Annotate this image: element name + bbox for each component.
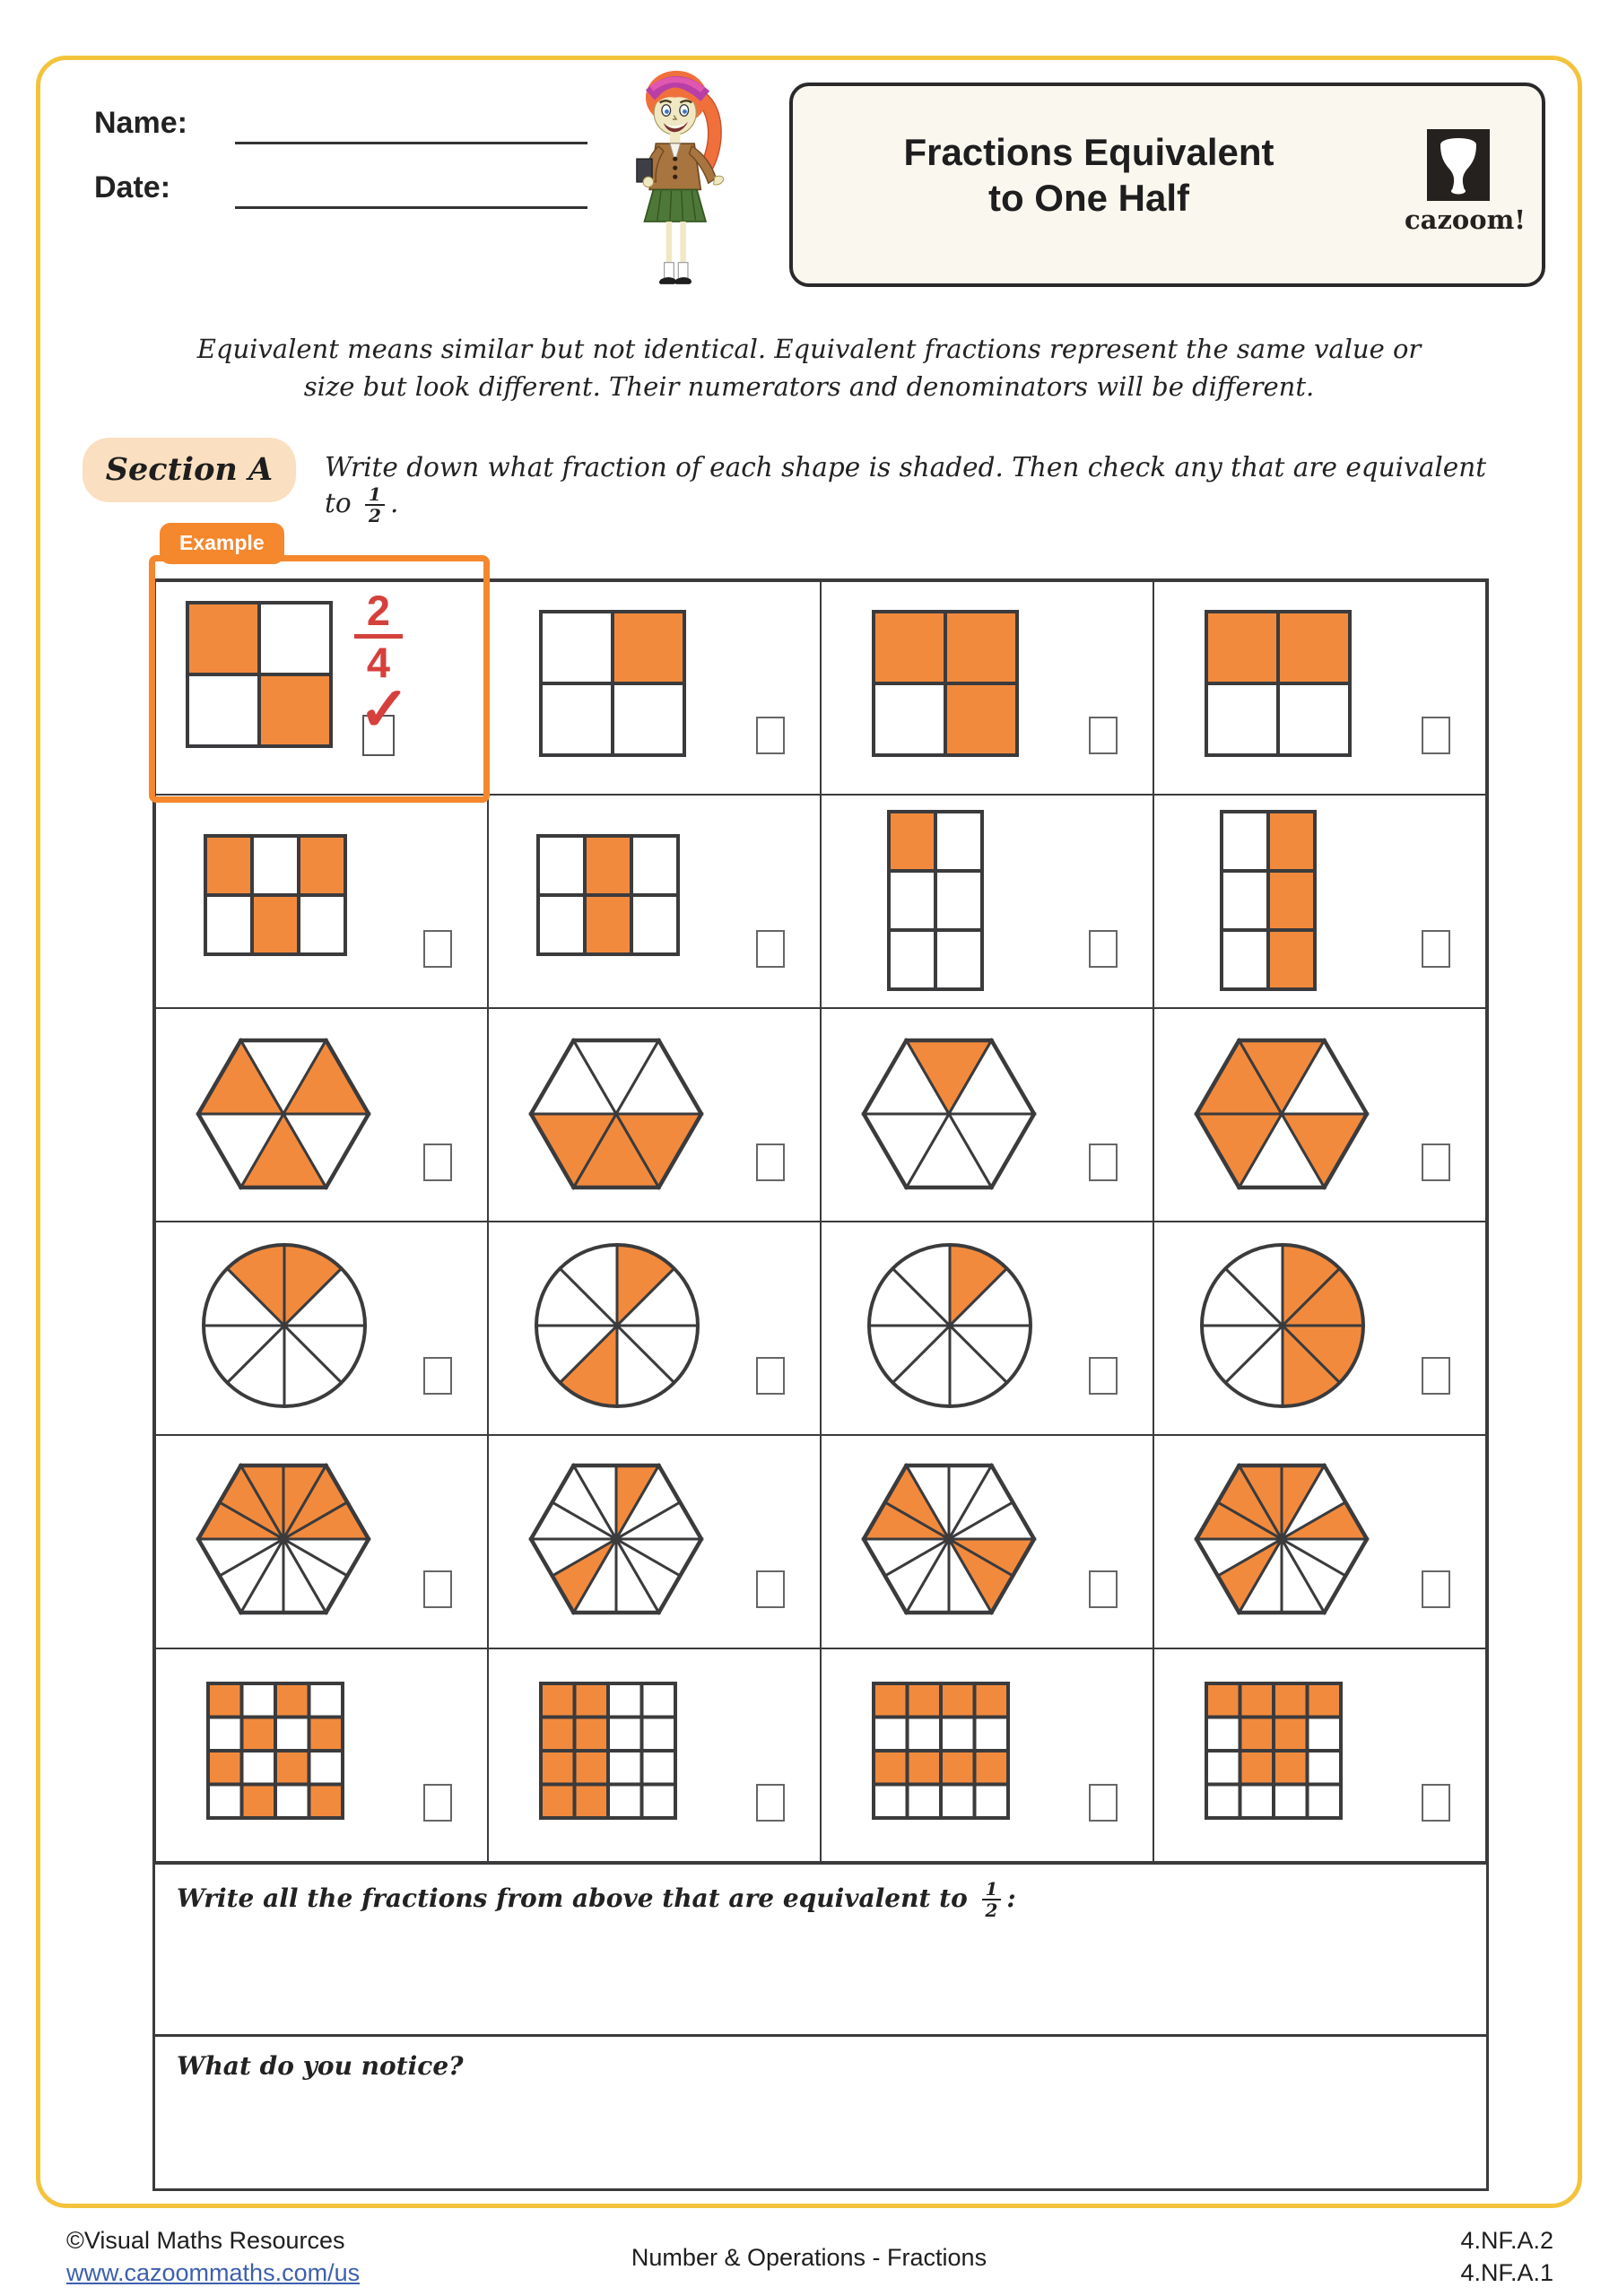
notice-prompt: What do you notice? — [177, 2051, 464, 2081]
hex12-fraction-shape — [526, 1461, 706, 1617]
copyright-text: ©Visual Maths Resources — [66, 2227, 345, 2254]
equivalence-checkbox[interactable] — [1422, 1357, 1450, 1395]
fraction-cell — [1153, 795, 1486, 1008]
write-fractions-prompt: Write all the fractions from above that are equivalent to $\frac{1}{2}$ : — [177, 1878, 1016, 1921]
equivalence-checkbox[interactable] — [423, 1144, 452, 1181]
fraction-cell — [488, 1222, 821, 1435]
red-checkmark-icon: ✓ — [359, 675, 410, 744]
fraction-cell — [155, 795, 488, 1008]
grid-fraction-shape — [535, 833, 681, 957]
equivalence-checkbox[interactable] — [1422, 930, 1450, 968]
footer-topic: Number & Operations - Fractions — [631, 2244, 987, 2271]
name-input-line[interactable] — [235, 142, 587, 144]
cartoon-girl-illustration — [599, 59, 759, 309]
fraction-cell — [488, 1435, 821, 1648]
write-fractions-answer-area[interactable] — [155, 1918, 1486, 2034]
write-fractions-row — [155, 1862, 1486, 2034]
fraction-cell — [1153, 1435, 1486, 1648]
grid-fraction-shape — [538, 609, 687, 758]
hex12-fraction-shape — [859, 1461, 1039, 1617]
fraction-cell — [155, 1222, 488, 1435]
circle8-fraction-shape — [1197, 1240, 1368, 1411]
equivalence-checkbox[interactable] — [1089, 1784, 1118, 1822]
worksheet-table — [152, 531, 1489, 2191]
grid-fraction-shape — [185, 600, 334, 749]
one-half-fraction: $\frac{1}{2}$ — [982, 1879, 1002, 1920]
equivalence-checkbox[interactable] — [1422, 1570, 1450, 1608]
fraction-cell — [488, 581, 821, 795]
grid-fraction-shape — [205, 1681, 345, 1821]
fraction-cell — [1153, 1648, 1486, 1862]
hex6-fraction-shape — [194, 1036, 373, 1192]
notice-row — [155, 2034, 1486, 2188]
section-a-label: Section A — [83, 438, 296, 502]
grid-fraction-shape — [1219, 809, 1318, 992]
fraction-cell — [488, 795, 821, 1008]
equivalence-checkbox[interactable] — [423, 1784, 452, 1822]
grid-fraction-shape — [538, 1681, 678, 1821]
intro-text: Equivalent means similar but not identical. Equivalent fractions represent the same value or size but look different. Their numerators and denominators will be different. — [196, 334, 1422, 403]
equivalence-checkbox[interactable] — [1089, 1357, 1118, 1395]
equivalence-checkbox[interactable] — [756, 1357, 785, 1395]
grid-fraction-shape — [1204, 609, 1353, 758]
fraction-cell — [821, 1648, 1153, 1862]
fraction-cell — [1153, 1222, 1486, 1435]
cazoom-goblet-icon — [1427, 129, 1490, 201]
equivalence-checkbox[interactable] — [1089, 1570, 1118, 1608]
equivalence-checkbox[interactable] — [423, 1357, 452, 1395]
worksheet-title: Fractions Equivalent to One Half — [903, 131, 1274, 220]
date-label: Date: — [94, 170, 171, 204]
grid-fraction-shape — [1204, 1681, 1344, 1821]
notice-answer-area[interactable] — [155, 2091, 1486, 2188]
circle8-fraction-shape — [532, 1240, 702, 1411]
hex12-fraction-shape — [194, 1461, 373, 1617]
equivalence-checkbox[interactable] — [1089, 717, 1118, 754]
equivalence-checkbox[interactable] — [1089, 1144, 1118, 1181]
hex12-fraction-shape — [1192, 1461, 1371, 1617]
name-label: Name: — [94, 106, 187, 140]
example-tab: Example — [160, 523, 284, 564]
fraction-cell — [821, 1222, 1153, 1435]
hex6-fraction-shape — [526, 1036, 706, 1192]
grid-fraction-shape — [886, 809, 985, 992]
standard-code: 4.NF.A.2 — [1460, 2227, 1553, 2254]
grid-fraction-shape — [871, 609, 1020, 758]
fraction-cell — [155, 1008, 488, 1222]
equivalence-checkbox[interactable] — [756, 1784, 785, 1822]
one-half-fraction: $\frac{1}{2}$ — [365, 484, 385, 526]
footer-standards — [1460, 2224, 1553, 2290]
cazoom-logo — [1405, 129, 1527, 235]
website-link[interactable]: www.cazoommaths.com/us — [66, 2259, 361, 2287]
fraction-shapes-grid — [155, 531, 1486, 1862]
fraction-cell — [488, 1008, 821, 1222]
fraction-cell — [155, 1648, 488, 1862]
fraction-cell — [1153, 581, 1486, 795]
fraction-cell — [821, 1008, 1153, 1222]
equivalence-checkbox[interactable] — [1089, 930, 1118, 968]
equivalence-checkbox[interactable] — [756, 930, 785, 968]
fraction-cell — [488, 1648, 821, 1862]
standard-code: 4.NF.A.1 — [1460, 2259, 1553, 2287]
title-box — [789, 83, 1545, 287]
fraction-cell — [155, 1435, 488, 1648]
equivalence-checkbox[interactable] — [756, 717, 785, 754]
equivalence-checkbox[interactable] — [1422, 1784, 1450, 1822]
circle8-fraction-shape — [199, 1240, 370, 1411]
fraction-cell — [821, 1435, 1153, 1648]
fraction-cell — [1153, 1008, 1486, 1222]
equivalence-checkbox[interactable] — [756, 1144, 785, 1181]
example-fraction: 2 4 — [346, 589, 411, 683]
equivalence-checkbox[interactable] — [1422, 1144, 1450, 1181]
grid-fraction-shape — [871, 1681, 1011, 1821]
circle8-fraction-shape — [865, 1240, 1035, 1411]
equivalence-checkbox[interactable] — [423, 1570, 452, 1608]
date-input-line[interactable] — [235, 206, 587, 209]
equivalence-checkbox[interactable] — [423, 930, 452, 968]
fraction-cell — [821, 581, 1153, 795]
hex6-fraction-shape — [1192, 1036, 1371, 1192]
fraction-cell — [821, 795, 1153, 1008]
cazoom-logo-text: cazoom! — [1405, 204, 1527, 235]
equivalence-checkbox[interactable] — [1422, 717, 1450, 754]
equivalence-checkbox[interactable] — [756, 1570, 785, 1608]
section-a-instruction: Write down what fraction of each shape is shaded. Then check any that are equivalent to $\frac{1}{2}$ . — [325, 452, 1487, 527]
hex6-fraction-shape — [859, 1036, 1039, 1192]
grid-fraction-shape — [203, 833, 348, 957]
fraction-cell — [155, 531, 488, 795]
